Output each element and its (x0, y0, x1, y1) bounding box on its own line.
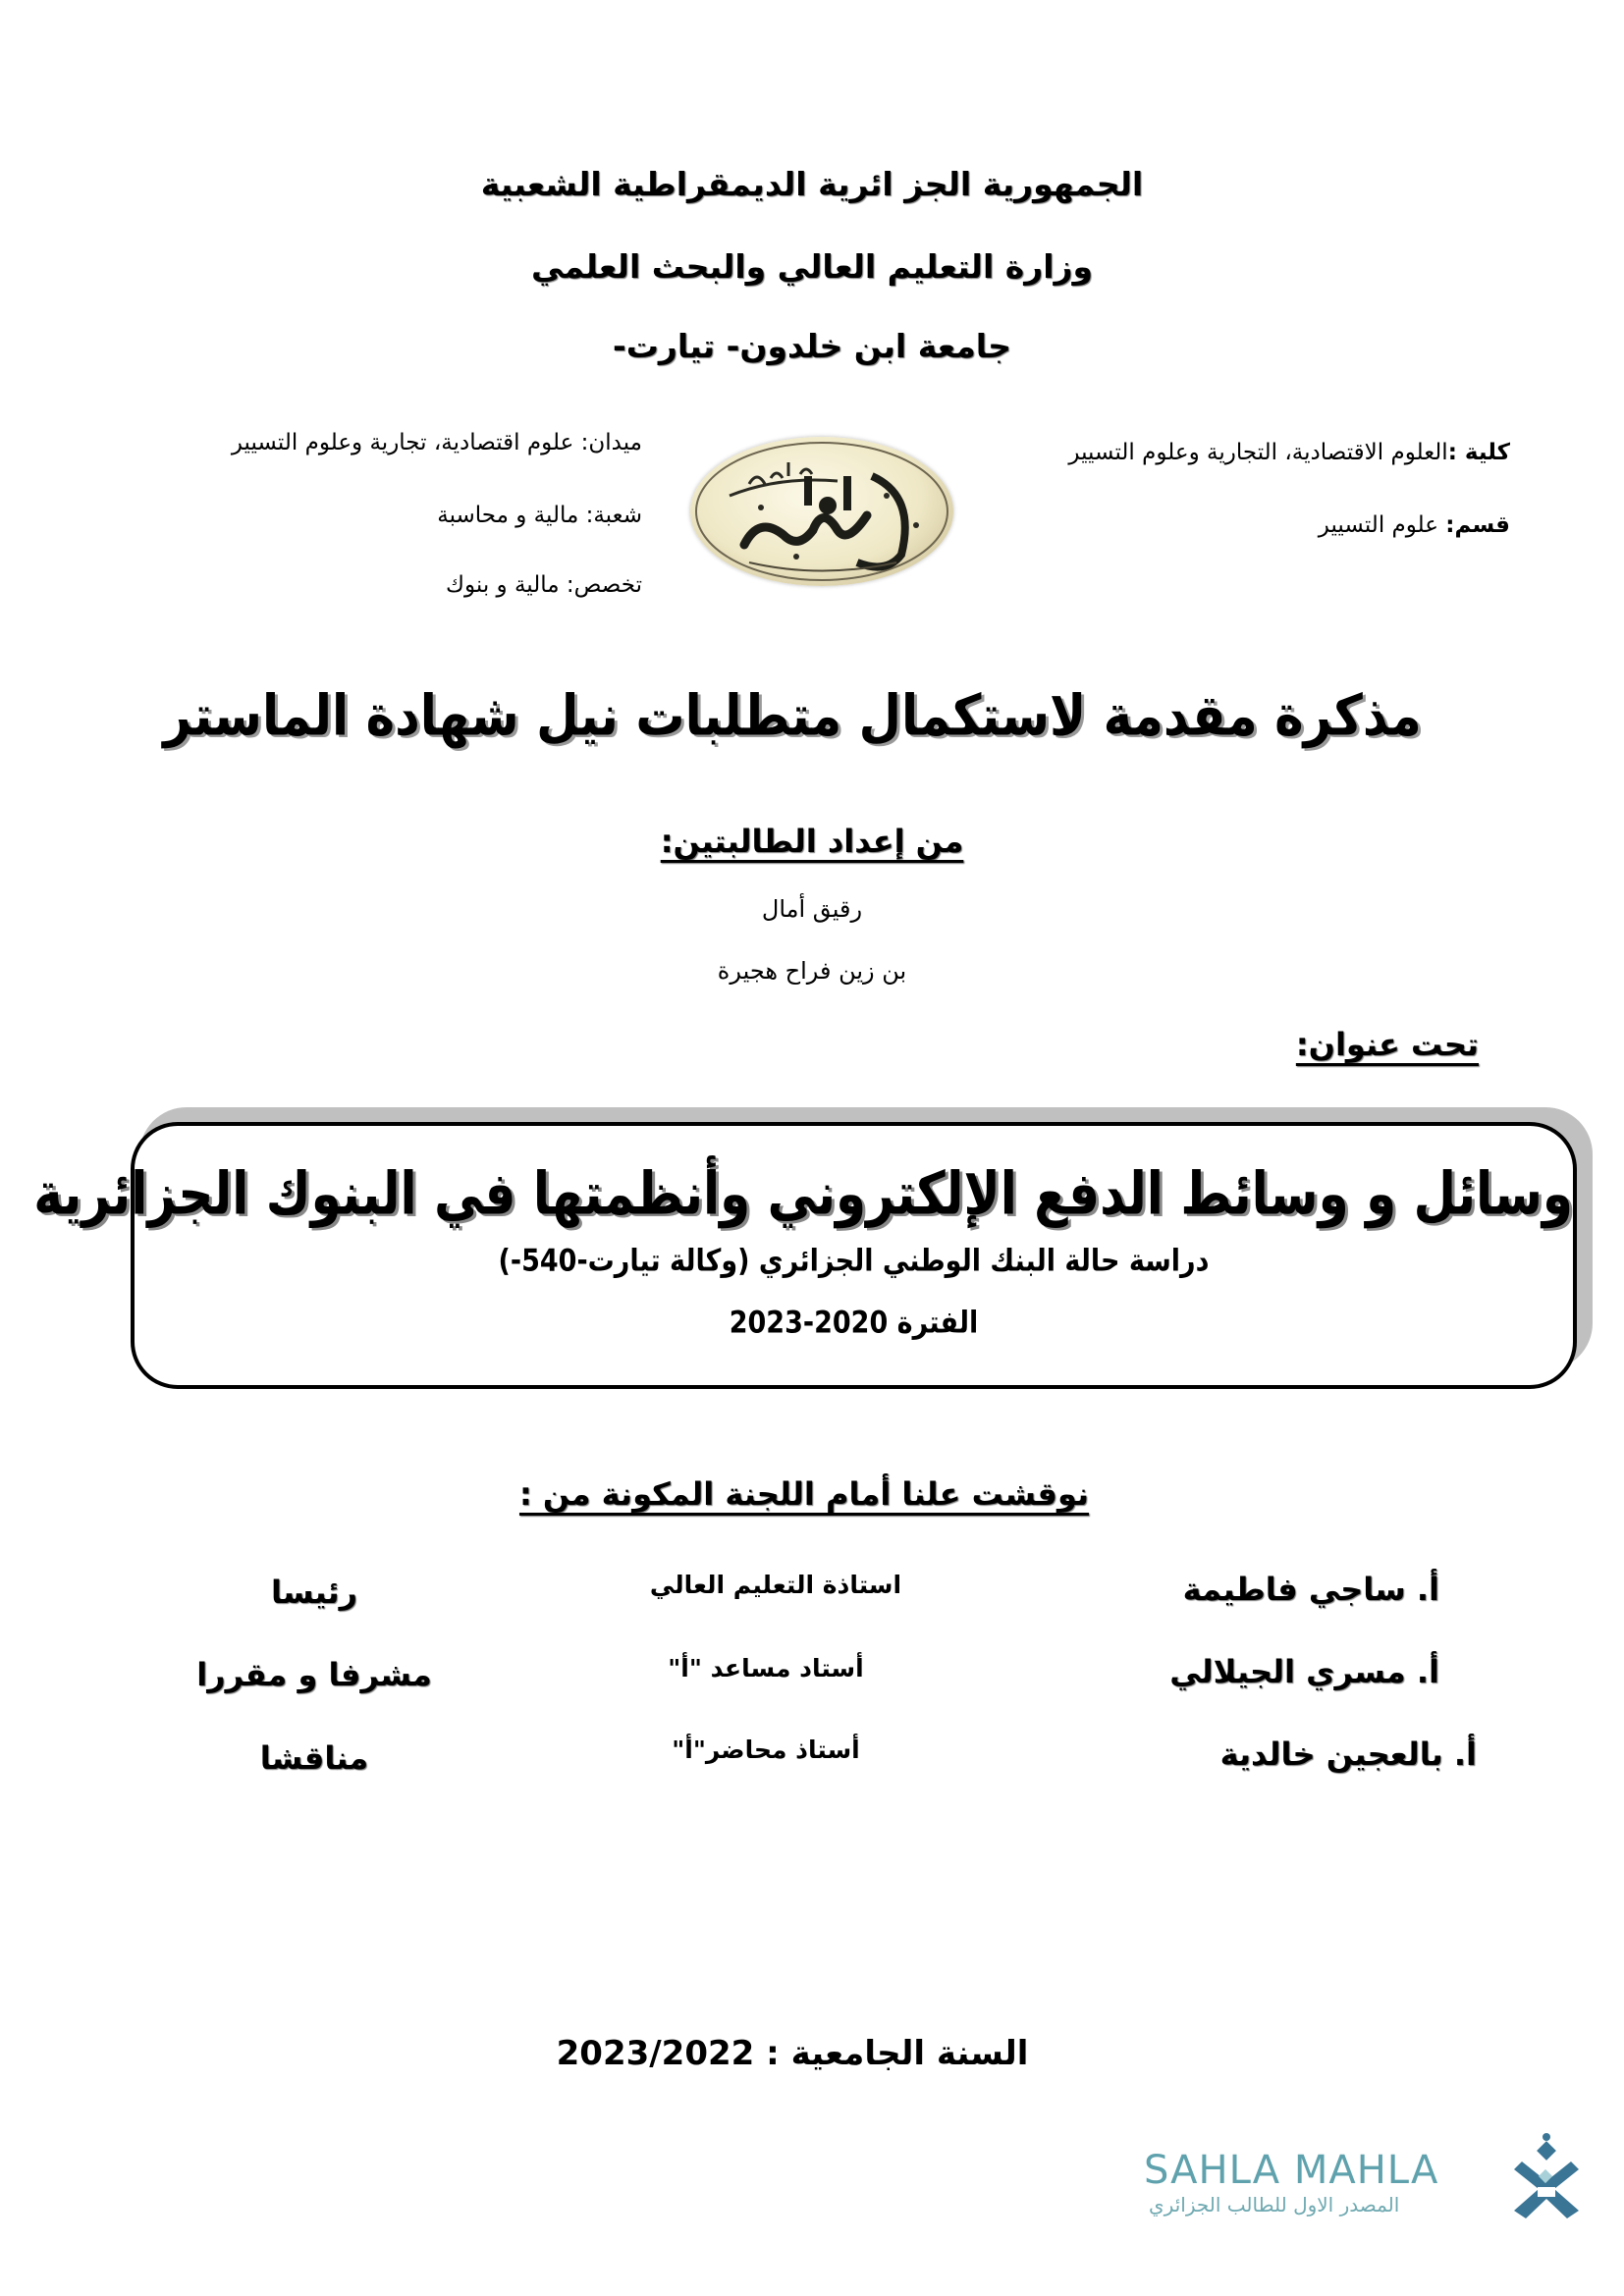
thesis-title: وسائل و وسائط الدفع الإلكتروني وأنظمتها في البنوك الجزائرية (33, 1159, 1573, 1228)
jury-member-role: مناقشا (259, 1739, 369, 1777)
study-period: الفترة 2020-2023 (729, 1305, 979, 1341)
sahla-mahla-logo-icon (1510, 2132, 1589, 2225)
faculty-label: كلية : (1447, 440, 1510, 465)
jury-member-name: أ. مسري الجيلالي (1169, 1653, 1439, 1690)
branch-line: شعبة: مالية و محاسبة (437, 503, 642, 528)
subject-heading: تحت عنوان: (1295, 1026, 1479, 1063)
students-heading: من إعداد الطالبتين: (660, 823, 964, 860)
department-line (1319, 512, 1510, 538)
memo-title: مذكرة مقدمة لاستكمال متطلبات نيل شهادة الماستر (163, 682, 1422, 749)
academic-year: السنة الجامعية : 2023/2022 (556, 2034, 1029, 2073)
jury-heading: نوقشت علنا أمام اللجنة المكونة من : (518, 1475, 1090, 1513)
jury-member-rank: أستاذ محاضر"أ" (672, 1735, 860, 1764)
jury-member-role: مشرفا و مقررا (196, 1656, 432, 1693)
university-seal-icon (690, 437, 953, 586)
university-heading: جامعة ابن خلدون- تيارت- (613, 327, 1011, 365)
case-study: دراسة حالة البنك الوطني الجزائري (وكالة تيارت-540-) (498, 1243, 1210, 1279)
jury-member-name: أ. ساجي فاطيمة (1182, 1571, 1439, 1608)
ministry-heading: وزارة التعليم العالي والبحث العلمي (530, 247, 1094, 286)
republic-heading: الجمهورية الجز ائرية الديمقراطية الشعبية (480, 165, 1144, 203)
jury-member-name: أ. بالعجين خالدية (1219, 1735, 1477, 1773)
specialty-line: تخصص: مالية و بنوك (446, 572, 642, 598)
title-box (33, 1122, 1577, 1389)
jury-member-role: رئيسا (270, 1574, 358, 1611)
faculty-value: العلوم الاقتصادية، التجارية وعلوم التسيير (1068, 440, 1448, 465)
student-name-1: رقيق أمال (761, 895, 863, 923)
jury-member-rank: استاذة التعليم العالي (649, 1571, 902, 1599)
jury-member-rank: أستاد مساعد "أ" (668, 1654, 864, 1682)
field-line: ميدان: علوم اقتصادية، تجارية وعلوم التسيير (231, 430, 642, 455)
department-label: قسم: (1445, 512, 1510, 538)
watermark-tagline: المصدر الاول للطالب الجزائري (1149, 2193, 1400, 2216)
faculty-line (1068, 440, 1510, 465)
watermark-brand: SAHLA MAHLA (1144, 2148, 1439, 2193)
student-name-2: بن زين فراح هجيرة (717, 957, 907, 985)
department-value: علوم التسيير (1318, 512, 1446, 538)
sahla-mahla-watermark (1139, 2132, 1610, 2230)
